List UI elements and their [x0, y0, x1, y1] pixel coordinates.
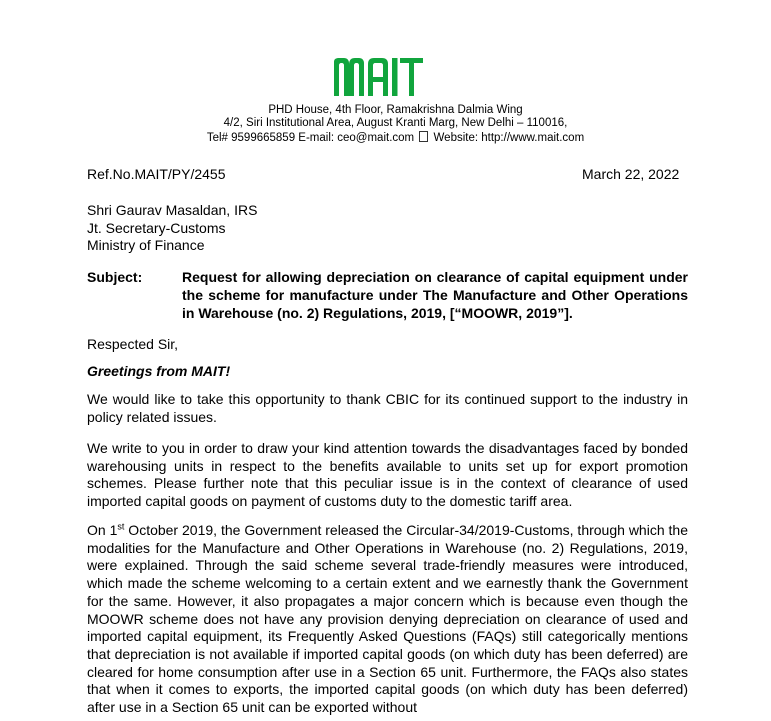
contact-line — [10, 131, 771, 145]
contact-phone-email: Tel# 9599665859 E-mail: ceo@mait.com — [206, 132, 415, 144]
addressee-department: Ministry of Finance — [87, 237, 205, 253]
contact-website: Website: http://www.mait.com — [433, 132, 585, 144]
addressee-block — [87, 202, 257, 255]
paragraph-2: We write to you in order to draw your kind attention towards the disadvantages faced by bonded warehousing units in respect to the benefits available to units set up for export promotion schemes. Please further note that this peculiar issue is in the context of clearance of used imported capital goods on payment of customs duty to the domestic tariff area. — [87, 440, 688, 510]
paragraph-3-body: October 2019, the Government released the Circular-34/2019-Customs, through which the modalities for the Manufacture and Other Operations in Warehouse (no. 2) Regulations, 2019, were explained. Through the said scheme several trade-friendly measures were introduced, which made the scheme welcoming to a certain extent and we earnestly thank the Government for the same. However, it also propagates a major concern which is because even though the MOOWR scheme does not have any provision denying depreciation on clearance of used and imported capital equipment, its Frequently Asked Questions (FAQs) still categorically mentions that depreciation is not available if imported capital goods (on which duty has been deferred) are cleared for home consumption after use in a Section 65 unit. Furthermore, the FAQs also states that when it comes to exports, the imported capital goods (on which duty has been deferred) after use in a Section 65 unit can be exported without — [87, 522, 688, 716]
subject-text: Request for allowing depreciation on clearance of capital equipment under the scheme for manufacture under The Manufacture and Other Operations in Warehouse (no. 2) Regulations, 2019, [“MOOWR, 2019”]. — [182, 269, 688, 321]
reference-number: Ref.No.MAIT/PY/2455 — [87, 166, 226, 182]
paragraph-3-superscript: st — [117, 521, 125, 532]
addressee-name: Shri Gaurav Masaldan, IRS — [87, 202, 258, 218]
letter-date: March 22, 2022 — [582, 166, 680, 182]
address-line-2: 4/2, Siri Institutional Area, August Kranti Marg, New Delhi – 110016, — [223, 117, 568, 129]
bullet-box-icon — [419, 131, 428, 142]
subject-label: Subject: — [87, 269, 143, 285]
paragraph-3-prefix: On 1 — [87, 522, 118, 538]
paragraph-3 — [87, 522, 688, 717]
mait-logo — [332, 56, 424, 98]
salutation: Respected Sir, — [87, 336, 179, 352]
addressee-designation: Jt. Secretary-Customs — [87, 219, 226, 236]
paragraph-1: We would like to take this opportunity to thank CBIC for its continued support to the industry in policy related issues. — [87, 391, 688, 425]
address-line-1: PHD House, 4th Floor, Ramakrishna Dalmia Wing — [268, 104, 523, 116]
greeting: Greetings from MAIT! — [87, 363, 231, 379]
